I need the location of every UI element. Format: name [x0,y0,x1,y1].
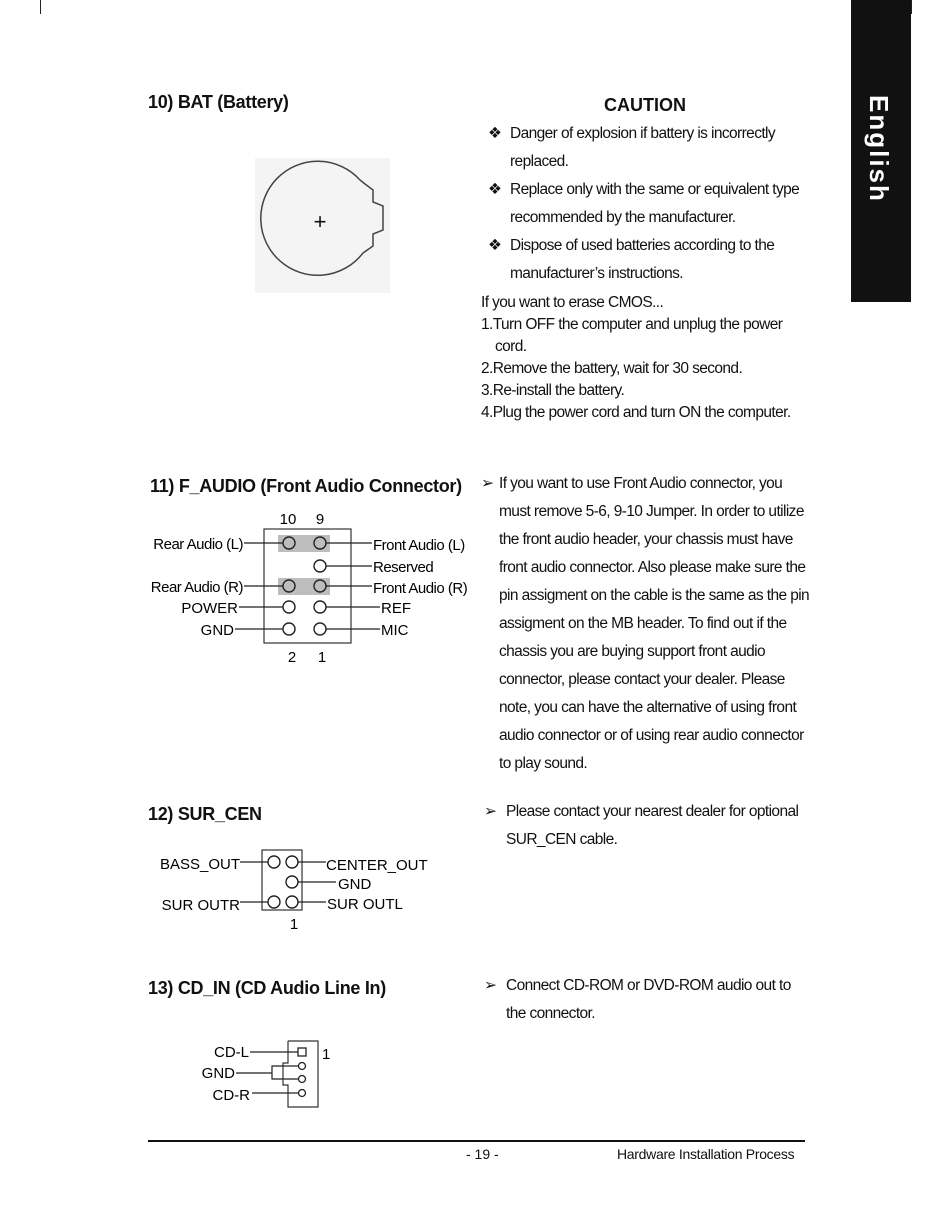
pin [283,601,295,613]
cd-in-note [484,972,804,1028]
pin-1-square [298,1048,306,1056]
pin [268,856,280,868]
pin [314,560,326,572]
label-mic: MIC [381,622,409,639]
label-bass-out: BASS_OUT [159,856,240,873]
pin-label-10: 10 [279,511,297,528]
label-cd-l: CD-L [213,1044,249,1061]
erase-cmos-steps [481,292,811,424]
page-number: - 19 - [466,1146,499,1162]
caution-item: ❖ Replace only with the same or equivalent type recommended by the manufacturer. [488,176,818,232]
pin [314,601,326,613]
f-audio-diagram [140,505,480,670]
sur-cen-note [484,798,809,854]
sur-cen-note-text: Please contact your nearest dealer for optional SUR_CEN cable. [506,803,799,848]
pin [299,1063,306,1070]
cd-in-heading: 13) CD_IN (CD Audio Line In) [148,978,386,998]
erase-step: 3.Re-install the battery. [481,382,625,399]
bullet-mark-icon: ❖ [488,181,502,198]
bullet-mark-icon: ❖ [488,125,502,142]
erase-step: 2.Remove the battery, wait for 30 second. [481,360,743,377]
label-ref: REF [381,600,411,617]
pin-label-2: 2 [287,649,297,666]
label-sur-outr: SUR OUTR [161,897,240,914]
arrow-bullet-icon: ➢ [484,803,497,820]
label-front-audio-r: Front Audio (R) [373,580,468,597]
label-center-out: CENTER_OUT [326,857,428,874]
erase-step: 1.Turn OFF the computer and unplug the power cord. [481,316,783,355]
f-audio-note [481,470,811,778]
label-gnd: GND [200,622,234,639]
label-rear-audio-l: Rear Audio (L) [153,536,243,553]
sur-cen-heading: 12) SUR_CEN [148,804,262,824]
f-audio-note-text: If you want to use Front Audio connector, you must remove 5-6, 9-10 Jumper. In order to utilize the front audio header, your chassis must have front audio connector. Also please make sure the pin assigment on the cable is the same as the pin assigment on the MB header. To find out if the chassis you are buying support front audio connector, please contact your dealer. Please note, you can have the alternative of using front audio connector or of using rear audio connector to play sound. [499,475,810,772]
label-reserved: Reserved [373,559,434,576]
f-audio-heading: 11) F_AUDIO (Front Audio Connector) [150,476,462,496]
erase-step: 4.Plug the power cord and turn ON the computer. [481,404,791,421]
pin-label-1: 1 [289,916,299,933]
header-outline [283,1041,318,1107]
pin [286,896,298,908]
arrow-bullet-icon: ➢ [484,977,497,994]
label-front-audio-l: Front Audio (L) [373,537,465,554]
pin-label-9: 9 [315,511,325,528]
label-rear-audio-r: Rear Audio (R) [150,579,243,596]
pin [299,1090,306,1097]
caution-list [488,120,818,288]
language-tab-label: English [864,95,894,203]
pin [268,896,280,908]
battery-diagram [255,158,390,293]
pin [283,623,295,635]
cd-in-note-text: Connect CD-ROM or DVD-ROM audio out to the connector. [506,977,791,1022]
pin [299,1076,306,1083]
label-gnd: GND [338,876,372,893]
language-tab [851,0,911,302]
pin [286,856,298,868]
pin [314,623,326,635]
battery-plus-symbol: + [313,209,327,234]
cd-in-diagram [190,1035,350,1115]
footer-rule [148,1140,805,1142]
caution-title: CAUTION [604,95,686,115]
bat-heading: 10) BAT (Battery) [148,92,289,112]
sur-cen-diagram [150,845,450,940]
caution-item: ❖ Dispose of used batteries according to the manufacturer’s instructions. [488,232,818,288]
label-cd-r: CD-R [212,1087,250,1104]
label-power: POWER [181,600,238,617]
pin-label-1: 1 [322,1046,331,1063]
label-gnd: GND [201,1065,235,1082]
crop-mark-left [40,0,41,14]
label-sur-outl: SUR OUTL [327,896,403,913]
caution-item: ❖ Danger of explosion if battery is incorrectly replaced. [488,120,818,176]
erase-cmos-intro: If you want to erase CMOS... [481,294,664,311]
arrow-bullet-icon: ➢ [481,475,494,492]
pin-label-1: 1 [317,649,327,666]
crop-mark-right [911,0,912,14]
bullet-mark-icon: ❖ [488,237,502,254]
footer-section-title: Hardware Installation Process [617,1146,795,1162]
pin [286,876,298,888]
